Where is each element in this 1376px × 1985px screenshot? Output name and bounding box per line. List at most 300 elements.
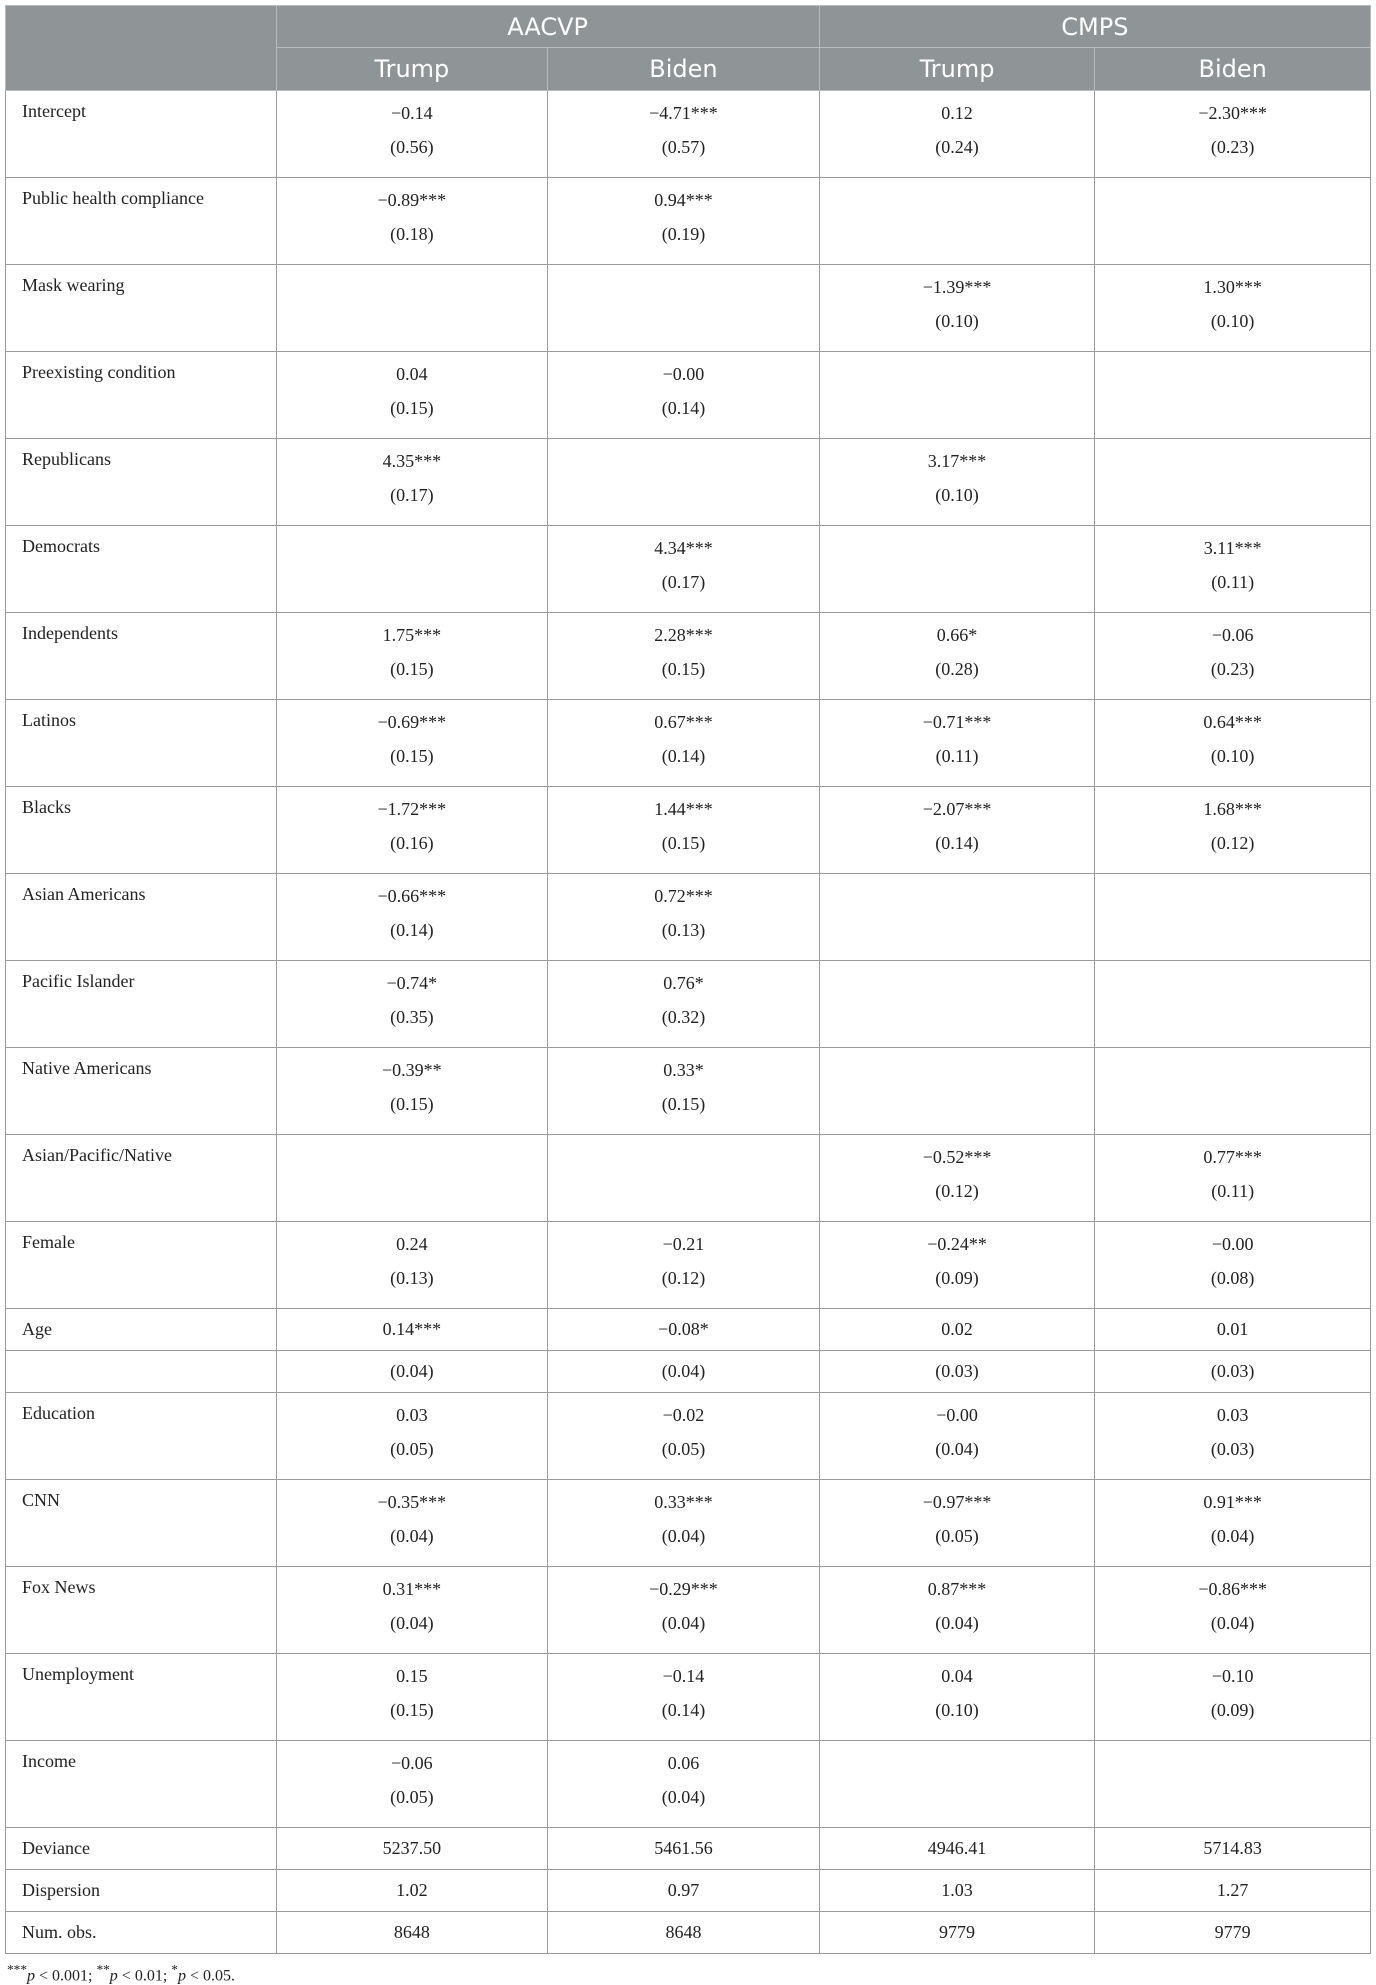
coefficient-value: −0.86***: [1198, 1579, 1267, 1599]
standard-error-value: (0.15): [390, 659, 434, 679]
coefficient-value: 0.15: [396, 1666, 428, 1686]
coefficient-value: 0.12: [941, 103, 973, 123]
standard-error-value: (0.09): [935, 1268, 979, 1288]
table-row: [6, 91, 1371, 178]
table-cell: [1095, 526, 1371, 613]
table-cell: [819, 1135, 1095, 1222]
table-row: [6, 1393, 1371, 1480]
standard-error-value: (0.28): [935, 659, 979, 679]
standard-error-value: (0.04): [661, 1787, 706, 1807]
coefficient-value: [548, 1145, 819, 1169]
table-cell: [276, 700, 548, 787]
table-row: [6, 700, 1371, 787]
standard-error-value: (0.05): [390, 1787, 434, 1807]
table-cell: [548, 1567, 820, 1654]
coefficient-value: −0.69***: [377, 712, 447, 732]
coefficient-value: 0.67***: [654, 712, 713, 732]
standard-error-value: (0.14): [661, 398, 706, 418]
coefficient-value: −1.72***: [377, 799, 447, 819]
table-cell: [276, 1654, 548, 1741]
row-label: Asian/Pacific/Native: [6, 1135, 277, 1222]
table-cell: [819, 613, 1095, 700]
standard-error-value: (0.32): [661, 1007, 706, 1027]
table-row: [6, 1741, 1371, 1828]
table-cell: [548, 352, 820, 439]
table-cell: [548, 1048, 820, 1135]
standard-error-value: [1095, 1785, 1370, 1809]
table-cell: [1095, 1393, 1371, 1480]
standard-error-value: (0.15): [390, 746, 434, 766]
table-cell: [276, 526, 548, 613]
coefficient-value: 0.04: [396, 364, 428, 384]
table-cell: [276, 961, 548, 1048]
row-label: Mask wearing: [6, 265, 277, 352]
standard-error-value: [1095, 1092, 1370, 1116]
table-cell: [548, 874, 820, 961]
table-cell: [819, 439, 1095, 526]
table-cell: [276, 91, 548, 178]
stats-row: [6, 1912, 1371, 1954]
coefficient-value: 1.30***: [1203, 277, 1262, 297]
table-cell: [819, 700, 1095, 787]
coefficient-value: −0.10: [1211, 1666, 1254, 1686]
standard-error-value: (0.05): [935, 1526, 979, 1546]
table-cell: [819, 1222, 1095, 1309]
coefficient-value: −0.14: [391, 103, 433, 123]
table-cell: [548, 1393, 820, 1480]
coefficient-value: 3.17***: [927, 451, 987, 471]
row-label: Fox News: [6, 1567, 277, 1654]
coefficient-value: −2.07***: [922, 799, 992, 819]
table-cell: [276, 1222, 548, 1309]
standard-error-value: [820, 222, 1095, 246]
table-cell: (0.03): [819, 1351, 1095, 1393]
coefficient-value: 1.68***: [1203, 799, 1262, 819]
footnote-stars: **: [96, 1962, 110, 1977]
standard-error-value: [548, 309, 819, 333]
coefficient-value: [277, 536, 548, 560]
table-cell: 0.14***: [276, 1309, 548, 1351]
standard-error-value: (0.17): [661, 572, 706, 592]
table-cell: [1095, 1222, 1371, 1309]
coefficient-value: [820, 536, 1095, 560]
regression-table-container: [5, 5, 1371, 1985]
table-cell: [276, 1048, 548, 1135]
table-cell: (0.04): [548, 1351, 820, 1393]
standard-error-value: (0.15): [390, 1700, 434, 1720]
table-cell: 9779: [819, 1912, 1095, 1954]
table-cell: [548, 613, 820, 700]
table-cell: [819, 352, 1095, 439]
table-cell: [1095, 1654, 1371, 1741]
table-row: [6, 1567, 1371, 1654]
table-cell: [1095, 1048, 1371, 1135]
table-cell: [1095, 1480, 1371, 1567]
coefficient-value: 0.77***: [1203, 1147, 1262, 1167]
regression-table: [5, 5, 1371, 1954]
coefficient-value: −0.14: [662, 1666, 705, 1686]
coefficient-value: 0.06: [667, 1753, 700, 1773]
standard-error-value: (0.57): [661, 137, 706, 157]
coefficient-value: −0.39**: [382, 1060, 442, 1080]
table-cell: 0.01: [1095, 1309, 1371, 1351]
table-cell: 8648: [548, 1912, 820, 1954]
significance-footnote: ***p < 0.001; **p < 0.01; *p < 0.05.: [7, 1962, 235, 1985]
table-cell: 9779: [1095, 1912, 1371, 1954]
standard-error-value: [1095, 222, 1370, 246]
table-cell: [548, 178, 820, 265]
coefficient-value: 0.31***: [382, 1579, 442, 1599]
table-cell: [276, 613, 548, 700]
table-cell: [276, 1567, 548, 1654]
table-cell: [548, 439, 820, 526]
table-cell: [819, 1654, 1095, 1741]
table-cell: [819, 178, 1095, 265]
coefficient-value: 0.04: [941, 1666, 973, 1686]
standard-error-value: (0.10): [935, 1700, 979, 1720]
coefficient-value: −2.30***: [1198, 103, 1267, 123]
table-row: [6, 265, 1371, 352]
table-cell: [1095, 874, 1371, 961]
standard-error-value: (0.10): [1210, 311, 1255, 331]
standard-error-value: [1095, 483, 1370, 507]
standard-error-value: [1095, 918, 1370, 942]
table-cell: [548, 265, 820, 352]
standard-error-value: (0.04): [1210, 1526, 1255, 1546]
standard-error-value: (0.05): [661, 1439, 706, 1459]
coefficient-value: 4.35***: [382, 451, 442, 471]
coefficient-value: 2.28***: [654, 625, 713, 645]
table-row: [6, 961, 1371, 1048]
group-header-cmps: CMPS: [819, 6, 1370, 48]
table-cell: 1.03: [819, 1870, 1095, 1912]
coefficient-value: [1095, 884, 1370, 908]
standard-error-value: [277, 1179, 548, 1203]
coefficient-value: [1095, 1751, 1370, 1775]
table-cell: [548, 1480, 820, 1567]
table-cell: 5461.56: [548, 1828, 820, 1870]
coefficient-value: −0.89***: [377, 190, 447, 210]
row-label: [6, 1351, 277, 1393]
row-label: Asian Americans: [6, 874, 277, 961]
standard-error-value: [820, 918, 1095, 942]
row-label: Unemployment: [6, 1654, 277, 1741]
column-header-aacvp-biden: Biden: [548, 48, 820, 91]
row-label: Preexisting condition: [6, 352, 277, 439]
table-row: [6, 526, 1371, 613]
standard-error-value: (0.10): [935, 485, 979, 505]
coefficient-value: [277, 1145, 548, 1169]
coefficient-value: [820, 971, 1095, 995]
coefficient-value: [548, 449, 819, 473]
coefficient-value: −0.00: [936, 1405, 978, 1425]
table-row-age-se: [6, 1351, 1371, 1393]
coefficient-value: 1.44***: [654, 799, 713, 819]
table-row: [6, 1480, 1371, 1567]
table-row-age: [6, 1309, 1371, 1351]
table-row: [6, 1222, 1371, 1309]
footnote-p: p: [27, 1967, 35, 1985]
table-cell: [819, 1567, 1095, 1654]
table-cell: −0.08*: [548, 1309, 820, 1351]
standard-error-value: (0.24): [935, 137, 979, 157]
table-cell: [276, 439, 548, 526]
coefficient-value: −0.97***: [922, 1492, 992, 1512]
table-cell: [548, 700, 820, 787]
coefficient-value: −0.24**: [927, 1234, 987, 1254]
column-header-cmps-trump: Trump: [819, 48, 1095, 91]
table-cell: [819, 91, 1095, 178]
coefficient-value: 4.34***: [654, 538, 713, 558]
table-cell: [276, 1393, 548, 1480]
table-cell: 0.02: [819, 1309, 1095, 1351]
table-cell: [1095, 613, 1371, 700]
table-cell: 8648: [276, 1912, 548, 1954]
standard-error-value: (0.04): [935, 1439, 979, 1459]
standard-error-value: [820, 396, 1095, 420]
table-row: [6, 439, 1371, 526]
table-row: [6, 178, 1371, 265]
coefficient-value: −0.52***: [922, 1147, 992, 1167]
table-cell: [1095, 961, 1371, 1048]
coefficient-value: 0.33*: [663, 1060, 704, 1080]
row-label: Age: [6, 1309, 277, 1351]
row-label: Female: [6, 1222, 277, 1309]
table-cell: [276, 1741, 548, 1828]
group-header-aacvp: AACVP: [276, 6, 819, 48]
standard-error-value: (0.04): [661, 1613, 706, 1633]
standard-error-value: [277, 309, 548, 333]
table-cell: [819, 874, 1095, 961]
coefficient-value: [820, 1058, 1095, 1082]
table-cell: (0.04): [276, 1351, 548, 1393]
standard-error-value: [1095, 396, 1370, 420]
coefficient-value: [820, 1751, 1095, 1775]
footnote-stars: ***: [7, 1962, 27, 1977]
standard-error-value: (0.18): [390, 224, 434, 244]
coefficient-value: 0.66*: [936, 625, 978, 645]
standard-error-value: (0.05): [390, 1439, 434, 1459]
row-label: Dispersion: [6, 1870, 277, 1912]
standard-error-value: (0.12): [661, 1268, 706, 1288]
standard-error-value: (0.35): [390, 1007, 434, 1027]
row-label: Num. obs.: [6, 1912, 277, 1954]
row-label: CNN: [6, 1480, 277, 1567]
coefficient-value: 0.03: [396, 1405, 428, 1425]
standard-error-value: [820, 1785, 1095, 1809]
table-cell: [1095, 91, 1371, 178]
table-row: [6, 1135, 1371, 1222]
table-cell: [819, 1048, 1095, 1135]
standard-error-value: (0.12): [1210, 833, 1255, 853]
table-row: [6, 1654, 1371, 1741]
standard-error-value: (0.15): [661, 833, 706, 853]
table-cell: [819, 1480, 1095, 1567]
standard-error-value: (0.15): [390, 398, 434, 418]
standard-error-value: (0.23): [1210, 137, 1255, 157]
standard-error-value: (0.16): [390, 833, 434, 853]
row-label: Independents: [6, 613, 277, 700]
standard-error-value: (0.04): [390, 1613, 434, 1633]
coefficient-value: −0.21: [662, 1234, 705, 1254]
standard-error-value: (0.04): [935, 1613, 979, 1633]
stats-row: [6, 1870, 1371, 1912]
standard-error-value: (0.15): [661, 1094, 706, 1114]
coefficient-value: 0.87***: [927, 1579, 987, 1599]
standard-error-value: (0.04): [1210, 1613, 1255, 1633]
table-cell: [548, 961, 820, 1048]
table-cell: [548, 1654, 820, 1741]
standard-error-value: (0.09): [1210, 1700, 1255, 1720]
row-label: Education: [6, 1393, 277, 1480]
coefficient-value: 1.75***: [382, 625, 442, 645]
coefficient-value: [1095, 1058, 1370, 1082]
standard-error-value: (0.12): [935, 1181, 979, 1201]
coefficient-value: −0.71***: [922, 712, 992, 732]
table-cell: [819, 1393, 1095, 1480]
table-cell: [819, 787, 1095, 874]
table-cell: 5237.50: [276, 1828, 548, 1870]
coefficient-value: 0.33***: [654, 1492, 713, 1512]
table-cell: [548, 526, 820, 613]
table-cell: [276, 874, 548, 961]
table-body: [6, 91, 1371, 1954]
table-row: [6, 352, 1371, 439]
table-cell: [548, 1135, 820, 1222]
coefficient-value: [820, 884, 1095, 908]
row-label: Latinos: [6, 700, 277, 787]
coefficient-value: [1095, 449, 1370, 473]
table-cell: [1095, 1135, 1371, 1222]
standard-error-value: (0.15): [390, 1094, 434, 1114]
table-cell: [276, 787, 548, 874]
table-cell: [1095, 787, 1371, 874]
standard-error-value: [820, 570, 1095, 594]
row-label: Blacks: [6, 787, 277, 874]
standard-error-value: [277, 570, 548, 594]
coefficient-value: 3.11***: [1203, 538, 1262, 558]
coefficient-value: −0.29***: [649, 1579, 718, 1599]
table-cell: [1095, 352, 1371, 439]
row-label: Democrats: [6, 526, 277, 613]
footnote-stars: *: [171, 1962, 178, 1977]
standard-error-value: [548, 483, 819, 507]
coefficient-value: −4.71***: [649, 103, 718, 123]
header-corner: [6, 6, 277, 91]
table-cell: [1095, 1567, 1371, 1654]
standard-error-value: (0.10): [1210, 746, 1255, 766]
footnote-p: p: [177, 1967, 186, 1985]
table-cell: [548, 1741, 820, 1828]
coefficient-value: −0.74*: [386, 973, 438, 993]
standard-error-value: (0.13): [390, 1268, 434, 1288]
row-label: Pacific Islander: [6, 961, 277, 1048]
row-label: Intercept: [6, 91, 277, 178]
coefficient-value: −0.35***: [377, 1492, 447, 1512]
table-row: [6, 787, 1371, 874]
column-header-aacvp-trump: Trump: [276, 48, 548, 91]
table-cell: [1095, 1741, 1371, 1828]
column-header-cmps-biden: Biden: [1095, 48, 1371, 91]
coefficient-value: [1095, 362, 1370, 386]
row-label: Public health compliance: [6, 178, 277, 265]
coefficient-value: [820, 362, 1095, 386]
table-cell: [548, 1222, 820, 1309]
coefficient-value: [548, 275, 819, 299]
coefficient-value: [1095, 971, 1370, 995]
standard-error-value: (0.04): [661, 1526, 706, 1546]
table-cell: [276, 1135, 548, 1222]
table-cell: [1095, 700, 1371, 787]
coefficient-value: 0.91***: [1203, 1492, 1262, 1512]
standard-error-value: [820, 1005, 1095, 1029]
table-cell: 0.97: [548, 1870, 820, 1912]
table-cell: [1095, 265, 1371, 352]
table-cell: [1095, 178, 1371, 265]
standard-error-value: (0.11): [1211, 1181, 1255, 1201]
standard-error-value: [1095, 1005, 1370, 1029]
table-cell: [276, 265, 548, 352]
table-cell: 1.02: [276, 1870, 548, 1912]
coefficient-value: [1095, 188, 1370, 212]
coefficient-value: −0.06: [391, 1753, 433, 1773]
coefficient-value: 0.64***: [1203, 712, 1262, 732]
table-cell: (0.03): [1095, 1351, 1371, 1393]
standard-error-value: (0.14): [661, 746, 706, 766]
standard-error-value: (0.19): [661, 224, 706, 244]
footnote-p: p: [109, 1967, 118, 1985]
coefficient-value: −1.39***: [922, 277, 992, 297]
table-cell: [819, 961, 1095, 1048]
coefficient-value: −0.00: [1211, 1234, 1254, 1254]
coefficient-value: [820, 188, 1095, 212]
row-label: Native Americans: [6, 1048, 277, 1135]
table-header: [6, 6, 1371, 91]
table-row: [6, 613, 1371, 700]
standard-error-value: (0.14): [390, 920, 434, 940]
standard-error-value: (0.10): [935, 311, 979, 331]
standard-error-value: (0.14): [935, 833, 979, 853]
coefficient-value: −0.06: [1211, 625, 1254, 645]
standard-error-value: (0.11): [1211, 572, 1255, 592]
standard-error-value: [548, 1179, 819, 1203]
table-row: [6, 874, 1371, 961]
standard-error-value: (0.04): [390, 1526, 434, 1546]
coefficient-value: 0.03: [1216, 1405, 1249, 1425]
coefficient-value: 0.94***: [654, 190, 713, 210]
coefficient-value: −0.66***: [377, 886, 447, 906]
table-cell: [276, 1480, 548, 1567]
coefficient-value: [277, 275, 548, 299]
standard-error-value: (0.03): [1210, 1439, 1255, 1459]
table-cell: 5714.83: [1095, 1828, 1371, 1870]
coefficient-value: 0.76*: [663, 973, 704, 993]
row-label: Deviance: [6, 1828, 277, 1870]
table-cell: [819, 265, 1095, 352]
coefficient-value: 0.24: [396, 1234, 428, 1254]
standard-error-value: (0.15): [661, 659, 706, 679]
table-cell: [819, 1741, 1095, 1828]
table-cell: [1095, 439, 1371, 526]
table-cell: 1.27: [1095, 1870, 1371, 1912]
table-cell: [276, 352, 548, 439]
standard-error-value: (0.14): [661, 1700, 706, 1720]
standard-error-value: [820, 1092, 1095, 1116]
standard-error-value: (0.11): [935, 746, 979, 766]
coefficient-value: 0.72***: [654, 886, 713, 906]
row-label: Income: [6, 1741, 277, 1828]
standard-error-value: (0.08): [1210, 1268, 1255, 1288]
